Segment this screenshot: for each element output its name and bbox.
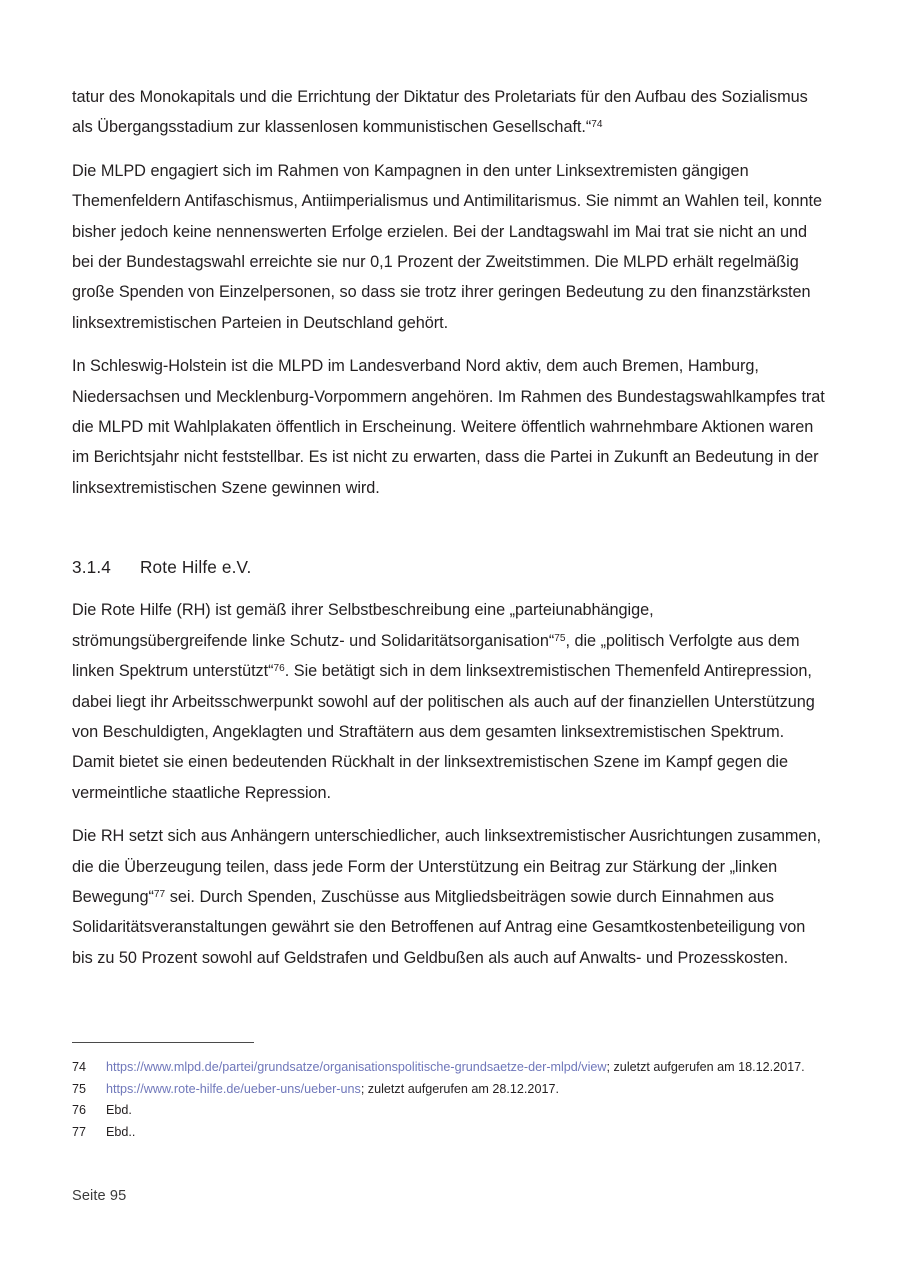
section-heading (72, 552, 829, 582)
footnote-marker-74[interactable]: 74 (591, 119, 603, 131)
footnote-marker-76[interactable]: 76 (273, 662, 285, 674)
spacer-before-heading (72, 516, 829, 552)
paragraph-mlpd-kampagnen (72, 156, 829, 338)
footnote-item (72, 1057, 829, 1079)
footnote-number: 74 (72, 1060, 87, 1075)
footnote-tail: ; zuletzt aufgerufen am 18.12.2017. (606, 1060, 805, 1075)
paragraph-text-seg-2: , die „politisch Verfolgte aus dem linken Spektrum unterstützt“ (72, 631, 800, 681)
footnote-item (72, 1100, 829, 1122)
section-title: Rote Hilfe e.V. (140, 557, 252, 578)
paragraph-text-seg-2: sei. Durch Spenden, Zuschüsse aus Mitgliedsbeiträgen sowie durch Einnahmen aus Solidaritätsveranstaltungen gewährt sie den Betroffenen auf Antrag eine Gesamtkostenbeteiligung von bis zu 50 Prozent sowohl auf Geldstrafen und Geldbußen als auch auf Anwalts- und Prozesskosten. (72, 887, 806, 967)
paragraph-text: tatur des Monokapitals und die Errichtung der Diktatur des Proletariats für den Aufbau des Sozialismus als Übergangsstadium zur klassenlosen kommunistischen Gesellschaft.“ (72, 88, 808, 137)
footnote-link[interactable]: https://www.rote-hilfe.de/ueber-uns/ueber-uns (106, 1081, 361, 1096)
footnote-number: 77 (72, 1124, 87, 1139)
footnote-item (72, 1122, 829, 1144)
footnote-text (106, 1057, 829, 1079)
footnote-text: Ebd.. (106, 1124, 136, 1139)
footnote-text (106, 1079, 829, 1101)
footnote-block (72, 1042, 829, 1143)
paragraph-monokapital (72, 82, 829, 143)
footnote-text: Ebd. (106, 1103, 132, 1118)
footnote-item (72, 1079, 829, 1101)
footnote-tail: ; zuletzt aufgerufen am 28.12.2017. (360, 1081, 559, 1096)
paragraph-text-seg-1: Die Rote Hilfe (RH) ist gemäß ihrer Selbstbeschreibung eine „parteiunabhängige, strömungsübergreifende linke Schutz- und Solidaritätsorganisation“ (72, 601, 654, 650)
footnote-separator-rule (72, 1042, 254, 1043)
paragraph-rote-hilfe-definition (72, 595, 829, 808)
page-number-label: Seite 95 (72, 1188, 127, 1204)
section-number: 3.1.4 (72, 557, 111, 578)
main-text-column (72, 82, 829, 973)
paragraph-text: Die MLPD engagiert sich im Rahmen von Kampagnen in den unter Linksextremisten gängigen Themenfeldern Antifaschismus, Antiimperialismus und Antimilitarismus. Sie nimmt an Wahlen teil, konnte bisher jedoch keine nennenswerten Erfolge erzielen. Bei der Landtagswahl im Mai trat sie nicht an und bei der Bundestagswahl erreichte sie nur 0,1 Prozent der Zweitstimmen. Die MLPD erhält regelmäßig große Spenden von Einzelpersonen, so dass sie trotz ihrer geringen Bedeutung zu den finanzstärksten linksextremistischen Parteien in Deutschland gehört. (72, 161, 822, 332)
spacer-after-heading (72, 582, 829, 595)
footnote-number: 75 (72, 1081, 87, 1096)
paragraph-text: In Schleswig-Holstein ist die MLPD im Landesverband Nord aktiv, dem auch Bremen, Hamburg, Niedersachsen und Mecklenburg-Vorpommern angehören. Im Rahmen des Bundestagswahlkampfes trat die MLPD mit Wahlplakaten öffentlich in Erscheinung. Weitere öffentlich wahrnehmbare Aktionen waren im Berichtsjahr nicht feststellbar. Es ist nicht zu erwarten, dass die Partei in Zukunft an Bedeutung in der linksextremistischen Szene gewinnen wird. (72, 357, 825, 497)
footnote-marker-75[interactable]: 75 (554, 632, 566, 644)
footnote-marker-77[interactable]: 77 (153, 888, 166, 900)
footnote-number: 76 (72, 1103, 87, 1118)
paragraph-text-seg-3: . Sie betätigt sich in dem linksextremistischen Themenfeld Antirepression, dabei liegt ihr Arbeitsschwerpunkt sowohl auf der politischen als auch auf der finanziellen Unterstützung von Beschuldigten, Angeklagten und Straftätern aus dem gesamten linksextremistischen Spektrum. Damit bietet sie einen bedeutenden Rückhalt in der linksextremistischen Szene im Kampf gegen die vermeintliche staatliche Repression. (72, 662, 815, 802)
footnote-link[interactable]: https://www.mlpd.de/partei/grundsatze/organisationspolitische-grundsaetze-der-mlpd/view (106, 1060, 607, 1075)
paragraph-rote-hilfe-anhaenger (72, 821, 829, 973)
paragraph-schleswig-holstein (72, 351, 829, 503)
paragraph-text-seg-1: Die RH setzt sich aus Anhängern unterschiedlicher, auch linksextremistischer Ausrichtungen zusammen, die die Überzeugung teilen, dass jede Form der Unterstützung ein Beitrag zur Stärkung der „linken Bewegung“ (72, 827, 821, 906)
